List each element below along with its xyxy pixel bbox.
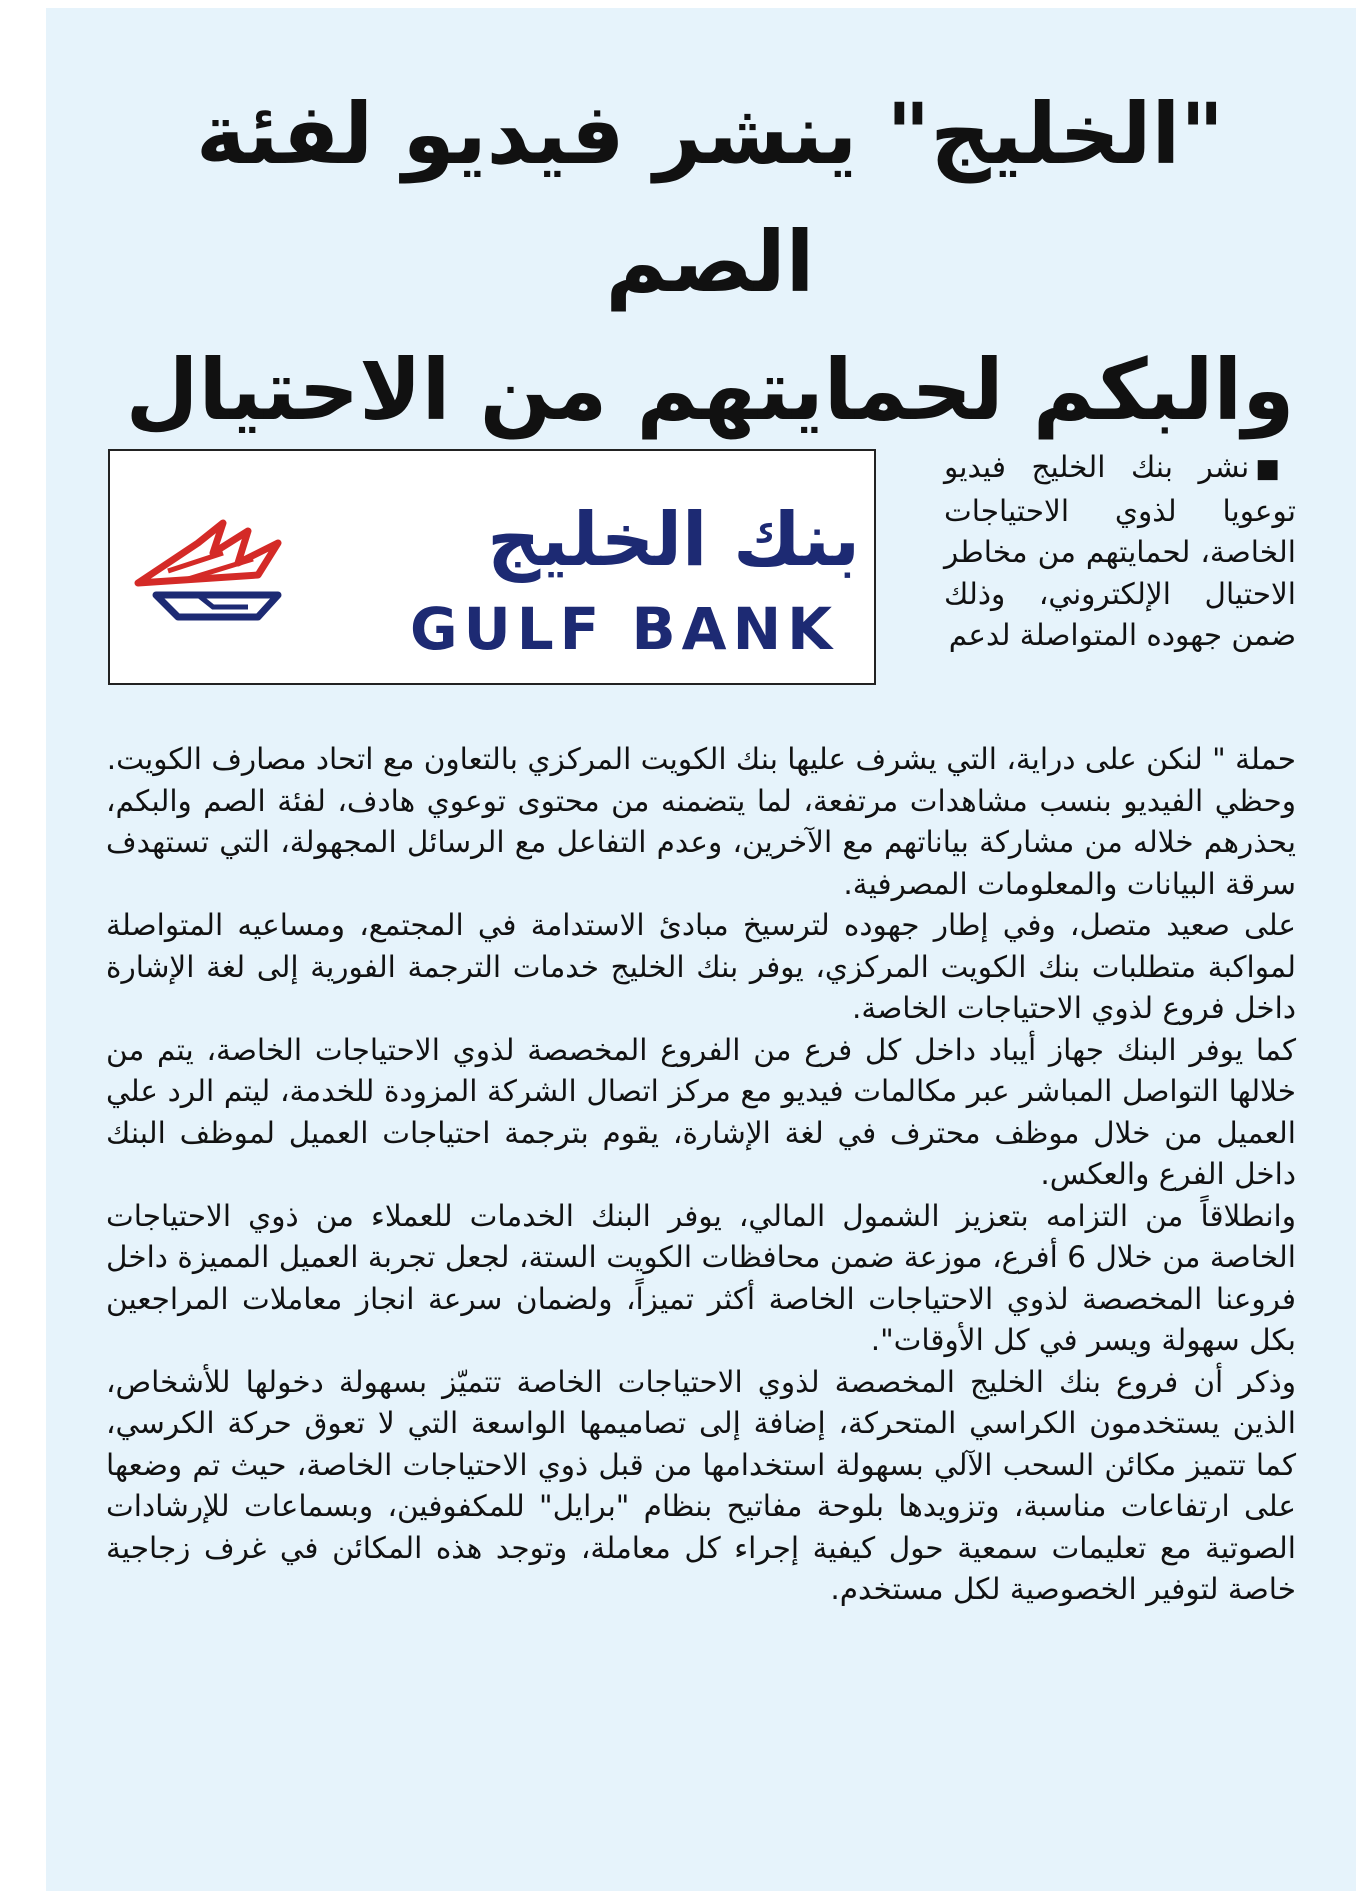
paragraph: حملة " لنكن على دراية، التي يشرف عليها بنك الكويت المركزي بالتعاون مع اتحاد مصارف الكويت.: [106, 742, 1296, 776]
headline-line-1: "الخليج" ينشر فيديو لفئة الصم: [195, 85, 1225, 311]
gulf-bank-logo: [108, 449, 876, 685]
paragraph: وذكر أن فروع بنك الخليج المخصصة لذوي الاحتياجات الخاصة تتميّز بسهولة دخولها للأشخاص، الذين يستخدمون الكراسي المتحركة، إضافة إلى تصاميمها الواسعة التي لا تعوق حركة الكرسي، كما تتميز مكائن السحب الآلي بسهولة استخدامها من قبل ذوي الاحتياجات الخاصة، حيث تم وضعها على ارتفاعات مناسبة، وتزويدها بلوحة مفاتيح بنظام "برايل" للمكفوفين، وبسماعات للإرشادات الصوتية مع تعليمات سمعية حول كيفية إجراء كل معاملة، وتوجد هذه المكائن في غرف زجاجية خاصة لتوفير الخصوصية لكل مستخدم.: [106, 1364, 1296, 1606]
paragraph: كما يوفر البنك جهاز أيباد داخل كل فرع من الفروع المخصصة لذوي الاحتياجات الخاصة، يتم من خلالها التواصل المباشر عبر مكالمات فيديو مع مركز اتصال الشركة المزودة للخدمة، ليتم الرد علي العميل من خلال موظف محترف في لغة الإشارة، يقوم بترجمة احتياجات العميل لموظف البنك داخل الفرع والعكس.: [106, 1032, 1296, 1191]
paragraph: وحظي الفيديو بنسب مشاهدات مرتفعة، لما يتضمنه من محتوى توعوي هادف، لفئة الصم والبكم، يحذرهم خلاله من مشاركة بياناتهم مع الآخرين، وعدم التفاعل مع الرسائل المجهولة، التي تستهدف سرقة البيانات والمعلومات المصرفية.: [106, 783, 1296, 901]
article-intro: [944, 447, 1296, 657]
intro-text: نشر بنك الخليج فيديو توعويا لذوي الاحتياجات الخاصة، لحمايتهم من مخاطر الاحتيال الإلكتروني، وذلك ضمن جهوده المتواصلة لدعم: [944, 450, 1296, 652]
paragraph: وانطلاقاً من التزامه بتعزيز الشمول المالي، يوفر البنك الخدمات للعملاء من ذوي الاحتياجات الخاصة من خلال 6 أفرع، موزعة ضمن محافظات الكويت الستة، لجعل تجربة العميل المميزة داخل فروعنا المخصصة لذوي الاحتياجات الخاصة أكثر تميزاً، ولضمان سرعة انجاز معاملات المراجعين بكل سهولة ويسر في كل الأوقات".: [106, 1198, 1296, 1357]
paragraph: على صعيد متصل، وفي إطار جهوده لترسيخ مبادئ الاستدامة في المجتمع، ومساعيه المتواصلة لمواكبة متطلبات بنك الكويت المركزي، يوفر بنك الخليج خدمات الترجمة الفورية إلى لغة الإشارة داخل فروع لذوي الاحتياجات الخاصة.: [106, 908, 1296, 1025]
headline: [120, 70, 1300, 454]
logo-english-name: GULF BANK: [410, 595, 839, 663]
headline-line-2: والبكم لحمايتهم من الاحتيال: [125, 341, 1295, 439]
article-body: [106, 739, 1296, 1611]
gulf-bank-ship-icon: [128, 513, 298, 633]
logo-arabic-name: بنك الخليج: [487, 497, 860, 583]
bullet-square-icon: ■: [1255, 454, 1296, 484]
